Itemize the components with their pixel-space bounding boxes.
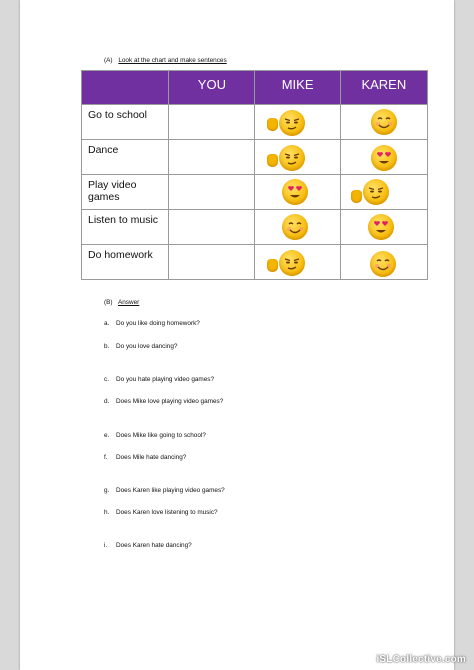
chart-header-row bbox=[82, 71, 428, 105]
heart-eyes-emoji-icon bbox=[371, 145, 397, 171]
question-number: f. bbox=[104, 454, 108, 461]
section-a-instruction: Look at the chart and make sentences bbox=[118, 57, 227, 64]
activity-label: Go to school bbox=[82, 105, 169, 140]
chart-row bbox=[82, 175, 428, 210]
activity-label: Play video games bbox=[82, 175, 169, 210]
you-cell[interactable] bbox=[169, 105, 255, 140]
question-text: Do you love dancing? bbox=[116, 343, 178, 350]
smirk-emoji-icon bbox=[279, 250, 305, 276]
question-number: c. bbox=[104, 376, 109, 383]
watermark: iSLCollective.com bbox=[376, 654, 466, 665]
activity-label: Do homework bbox=[82, 245, 169, 280]
chart-row bbox=[82, 245, 428, 280]
question-number: d. bbox=[104, 398, 110, 405]
mike-cell bbox=[255, 105, 340, 140]
question-item bbox=[104, 542, 192, 549]
you-cell[interactable] bbox=[169, 210, 255, 245]
smirk-emoji-icon bbox=[279, 145, 305, 171]
activity-label: Listen to music bbox=[82, 210, 169, 245]
activity-chart bbox=[81, 70, 428, 280]
question-item bbox=[104, 398, 223, 405]
question-number: g. bbox=[104, 487, 110, 494]
mike-cell bbox=[255, 245, 340, 280]
section-b-title: Answer bbox=[117, 299, 140, 306]
smile-emoji-icon bbox=[371, 109, 397, 135]
karen-cell bbox=[340, 140, 427, 175]
karen-cell bbox=[340, 210, 427, 245]
question-item bbox=[104, 343, 177, 350]
smirk-emoji-icon bbox=[279, 110, 305, 136]
mike-cell bbox=[255, 210, 340, 245]
karen-cell bbox=[340, 175, 427, 210]
chart-row bbox=[82, 105, 428, 140]
karen-cell bbox=[340, 105, 427, 140]
question-item bbox=[104, 487, 225, 494]
heart-eyes-emoji-icon bbox=[282, 179, 308, 205]
question-item bbox=[104, 509, 218, 516]
question-text: Does Mike like going to school? bbox=[116, 432, 206, 439]
question-text: Does Karen like playing video games? bbox=[116, 487, 225, 494]
you-cell[interactable] bbox=[169, 175, 255, 210]
question-text: Do you like doing homework? bbox=[116, 320, 200, 327]
section-b-label: (B) bbox=[104, 299, 113, 306]
section-b-heading bbox=[104, 299, 139, 306]
smile-emoji-icon bbox=[282, 214, 308, 240]
you-cell[interactable] bbox=[169, 245, 255, 280]
section-a-heading bbox=[104, 57, 227, 64]
header-you: YOU bbox=[169, 71, 255, 105]
question-text: Does Karen love listening to music? bbox=[116, 509, 218, 516]
header-karen: KAREN bbox=[340, 71, 427, 105]
question-number: e. bbox=[104, 432, 110, 439]
section-a-label: (A) bbox=[104, 57, 113, 64]
header-blank bbox=[82, 71, 169, 105]
karen-cell bbox=[340, 245, 427, 280]
question-item bbox=[104, 454, 186, 461]
thumbs-up-icon bbox=[267, 118, 278, 131]
question-text: Does Mike love playing video games? bbox=[116, 398, 224, 405]
chart-row bbox=[82, 140, 428, 175]
thumbs-up-icon bbox=[267, 259, 278, 272]
question-number: b. bbox=[104, 343, 110, 350]
activity-label: Dance bbox=[82, 140, 169, 175]
header-mike: MIKE bbox=[255, 71, 340, 105]
question-item bbox=[104, 376, 214, 383]
smirk-emoji-icon bbox=[363, 179, 389, 205]
thumbs-up-icon bbox=[267, 154, 278, 167]
question-number: i. bbox=[104, 542, 108, 549]
thumbs-up-icon bbox=[351, 190, 362, 203]
question-text: Do you hate playing video games? bbox=[116, 376, 215, 383]
question-item bbox=[104, 432, 206, 439]
mike-cell bbox=[255, 140, 340, 175]
question-text: Does Karen hate dancing? bbox=[116, 542, 192, 549]
smile-emoji-icon bbox=[370, 251, 396, 277]
you-cell[interactable] bbox=[169, 140, 255, 175]
mike-cell bbox=[255, 175, 340, 210]
chart-row bbox=[82, 210, 428, 245]
question-text: Does Mile hate dancing? bbox=[116, 454, 187, 461]
question-number: h. bbox=[104, 509, 110, 516]
question-number: a. bbox=[104, 320, 110, 327]
question-item bbox=[104, 320, 200, 327]
heart-eyes-emoji-icon bbox=[368, 214, 394, 240]
worksheet-page bbox=[20, 0, 454, 670]
